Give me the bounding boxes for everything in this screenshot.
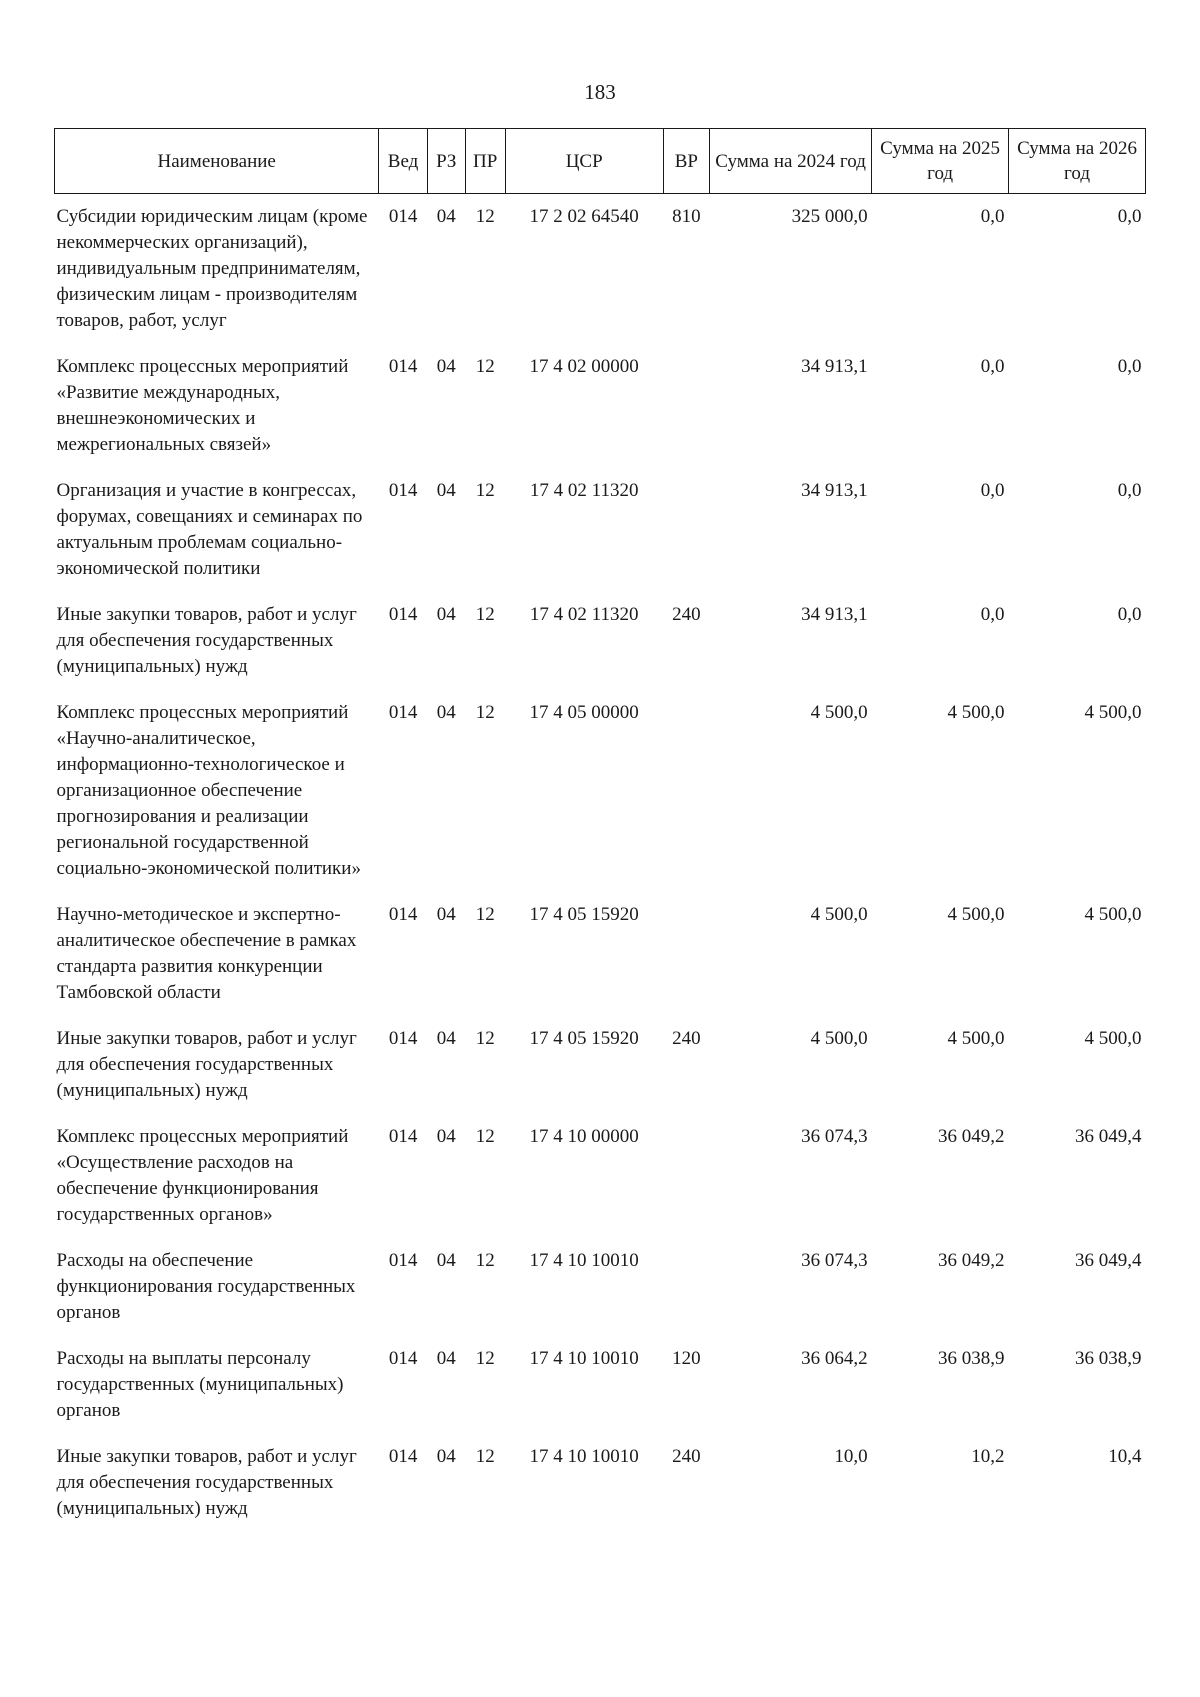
row-csr: 17 2 02 64540	[529, 206, 639, 227]
row-sum-2026: 4 500,0	[1084, 702, 1142, 723]
row-sum-2025: 36 038,9	[938, 1348, 1005, 1369]
row-sum-2025: 0,0	[980, 480, 1005, 501]
row-name: Иные закупки товаров, работ и услуг для обеспечения государственных (муниципальных) нужд	[56, 1446, 357, 1519]
row-sum-2025: 4 500,0	[947, 702, 1005, 723]
row-sum-2026: 0,0	[1117, 480, 1142, 501]
row-pr: 12	[475, 702, 495, 723]
row-vr: 240	[672, 604, 701, 625]
row-sum-2026: 36 049,4	[1075, 1250, 1142, 1271]
row-ved: 014	[388, 356, 418, 377]
row-sum-2026: 0,0	[1117, 206, 1142, 227]
row-vr	[663, 686, 709, 888]
row-ved: 014	[388, 1028, 418, 1049]
row-sum-2024: 36 074,3	[801, 1250, 868, 1271]
table-row	[55, 1332, 1146, 1430]
row-csr: 17 4 10 10010	[529, 1446, 639, 1467]
row-ved: 014	[388, 1446, 418, 1467]
row-sum-2025: 36 049,2	[938, 1250, 1005, 1271]
row-sum-2024: 4 500,0	[810, 904, 868, 925]
row-sum-2026: 10,4	[1108, 1446, 1142, 1467]
row-vr: 240	[672, 1028, 701, 1049]
header-sum-2024: Сумма на 2024 год	[709, 129, 871, 194]
row-name: Расходы на выплаты персоналу государственных (муниципальных) органов	[56, 1348, 344, 1421]
header-sum-2026: Сумма на 2026 год	[1009, 129, 1146, 194]
row-name: Комплекс процессных мероприятий «Научно-аналитическое, информационно-технологическое и организационное обеспечение прогнозирования и реализации региональной государственной социально-экономической политики»	[56, 702, 361, 879]
row-sum-2024: 34 913,1	[801, 356, 868, 377]
row-name: Иные закупки товаров, работ и услуг для обеспечения государственных (муниципальных) нужд	[56, 604, 357, 677]
row-ved: 014	[388, 904, 418, 925]
table-row	[55, 686, 1146, 888]
row-rz: 04	[436, 904, 456, 925]
row-sum-2025: 4 500,0	[947, 904, 1005, 925]
page-number: 183	[584, 80, 616, 104]
table-row	[55, 588, 1146, 686]
row-sum-2024: 4 500,0	[810, 1028, 868, 1049]
row-sum-2026: 0,0	[1117, 356, 1142, 377]
row-csr: 17 4 02 11320	[529, 480, 639, 501]
row-vr	[663, 464, 709, 588]
row-sum-2026: 36 038,9	[1075, 1348, 1142, 1369]
row-sum-2024: 4 500,0	[810, 702, 868, 723]
table-row	[55, 1430, 1146, 1528]
row-rz: 04	[436, 1250, 456, 1271]
row-vr	[663, 888, 709, 1012]
row-sum-2025: 10,2	[971, 1446, 1005, 1467]
row-rz: 04	[436, 480, 456, 501]
row-sum-2026: 36 049,4	[1075, 1126, 1142, 1147]
row-ved: 014	[388, 1250, 418, 1271]
row-rz: 04	[436, 1348, 456, 1369]
header-csr: ЦСР	[505, 129, 663, 194]
row-csr: 17 4 10 10010	[529, 1250, 639, 1271]
row-pr: 12	[475, 604, 495, 625]
row-ved: 014	[388, 206, 418, 227]
row-pr: 12	[475, 356, 495, 377]
row-csr: 17 4 05 15920	[529, 1028, 639, 1049]
table-row	[55, 1110, 1146, 1234]
table-row	[55, 194, 1146, 341]
row-name: Научно-методическое и экспертно-аналитическое обеспечение в рамках стандарта развития конкуренции Тамбовской области	[56, 904, 357, 1003]
row-sum-2026: 4 500,0	[1084, 904, 1142, 925]
row-rz: 04	[436, 1126, 456, 1147]
row-sum-2025: 0,0	[980, 604, 1005, 625]
row-rz: 04	[436, 356, 456, 377]
row-sum-2024: 36 074,3	[801, 1126, 868, 1147]
row-vr	[663, 1234, 709, 1332]
row-pr: 12	[475, 1250, 495, 1271]
row-csr: 17 4 02 00000	[529, 356, 639, 377]
row-sum-2026: 0,0	[1117, 604, 1142, 625]
table-row	[55, 1012, 1146, 1110]
row-sum-2024: 34 913,1	[801, 480, 868, 501]
row-sum-2025: 36 049,2	[938, 1126, 1005, 1147]
row-pr: 12	[475, 206, 495, 227]
row-sum-2024: 34 913,1	[801, 604, 868, 625]
row-pr: 12	[475, 1348, 495, 1369]
row-vr: 810	[672, 206, 701, 227]
row-ved: 014	[388, 480, 418, 501]
row-ved: 014	[388, 1348, 418, 1369]
row-rz: 04	[436, 206, 456, 227]
row-pr: 12	[475, 480, 495, 501]
table-row	[55, 1234, 1146, 1332]
row-vr: 240	[672, 1446, 701, 1467]
row-name: Расходы на обеспечение функционирования государственных органов	[56, 1250, 356, 1323]
row-ved: 014	[388, 1126, 418, 1147]
row-sum-2025: 4 500,0	[947, 1028, 1005, 1049]
row-rz: 04	[436, 604, 456, 625]
header-rz: РЗ	[427, 129, 465, 194]
row-csr: 17 4 10 00000	[529, 1126, 639, 1147]
table-row	[55, 340, 1146, 464]
row-rz: 04	[436, 702, 456, 723]
table-row	[55, 464, 1146, 588]
header-sum-2025: Сумма на 2025 год	[872, 129, 1009, 194]
header-ved: Вед	[379, 129, 427, 194]
row-csr: 17 4 05 15920	[529, 904, 639, 925]
row-pr: 12	[475, 1126, 495, 1147]
row-rz: 04	[436, 1028, 456, 1049]
row-name: Комплекс процессных мероприятий «Осуществление расходов на обеспечение функционирования государственных органов»	[56, 1126, 349, 1225]
header-name: Наименование	[55, 129, 379, 194]
row-ved: 014	[388, 702, 418, 723]
row-sum-2024: 325 000,0	[791, 206, 868, 227]
row-sum-2024: 36 064,2	[801, 1348, 868, 1369]
row-vr	[663, 1110, 709, 1234]
row-vr	[663, 340, 709, 464]
row-vr: 120	[672, 1348, 701, 1369]
row-name: Организация и участие в конгрессах, форумах, совещаниях и семинарах по актуальным проблемам социально-экономической политики	[56, 480, 363, 579]
row-pr: 12	[475, 1446, 495, 1467]
row-ved: 014	[388, 604, 418, 625]
budget-table	[54, 128, 1146, 1528]
row-name: Иные закупки товаров, работ и услуг для обеспечения государственных (муниципальных) нужд	[56, 1028, 357, 1101]
row-sum-2025: 0,0	[980, 206, 1005, 227]
row-pr: 12	[475, 1028, 495, 1049]
row-rz: 04	[436, 1446, 456, 1467]
table-header-row	[55, 129, 1146, 194]
row-sum-2026: 4 500,0	[1084, 1028, 1142, 1049]
row-csr: 17 4 10 10010	[529, 1348, 639, 1369]
row-pr: 12	[475, 904, 495, 925]
table-row	[55, 888, 1146, 1012]
row-sum-2024: 10,0	[834, 1446, 868, 1467]
header-vr: ВР	[663, 129, 709, 194]
row-csr: 17 4 02 11320	[529, 604, 639, 625]
row-name: Субсидии юридическим лицам (кроме некоммерческих организаций), индивидуальным предпринимателям, физическим лицам - производителям товаров, работ, услуг	[56, 206, 368, 331]
header-pr: ПР	[465, 129, 505, 194]
row-csr: 17 4 05 00000	[529, 702, 639, 723]
row-name: Комплекс процессных мероприятий «Развитие международных, внешнеэкономических и межрегиональных связей»	[56, 356, 349, 455]
row-sum-2025: 0,0	[980, 356, 1005, 377]
